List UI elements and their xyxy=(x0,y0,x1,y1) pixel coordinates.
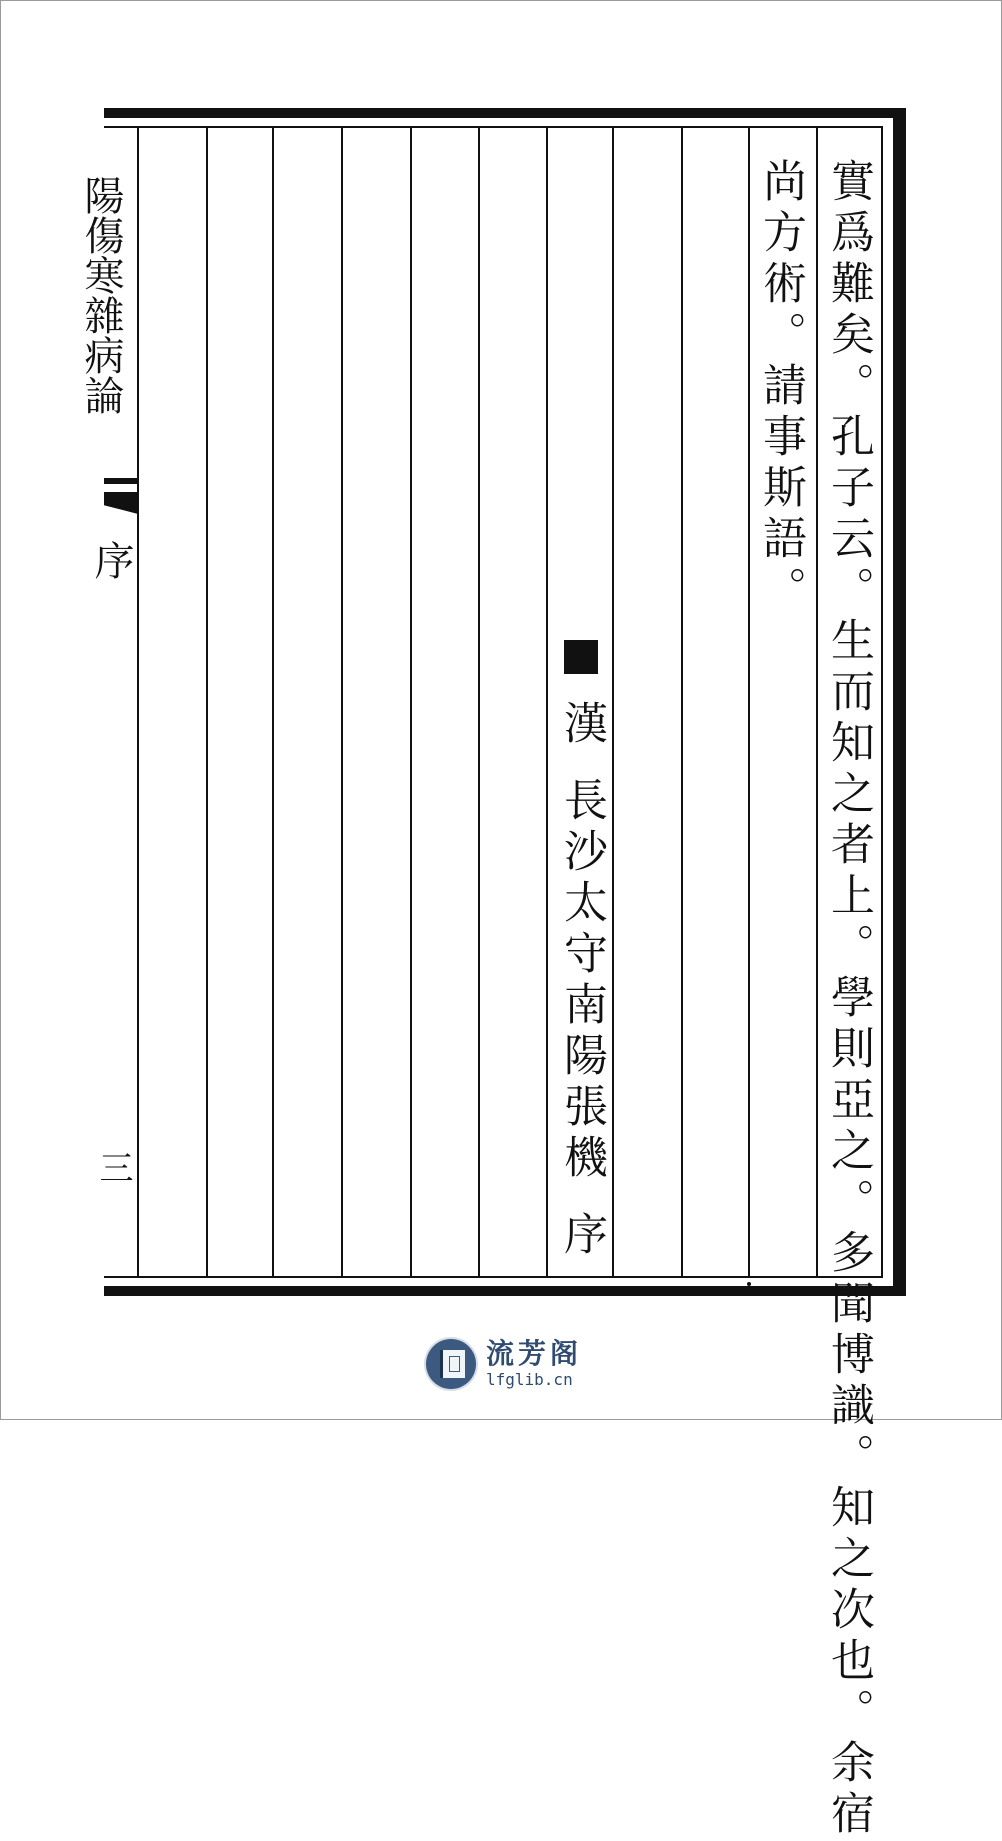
column-rule xyxy=(341,128,343,1276)
watermark-url: lfglib.cn xyxy=(486,1370,573,1389)
frame-top-rule xyxy=(104,108,906,118)
spine-book-title: 陽傷寒雜病論 xyxy=(78,175,124,415)
frame-bottom-rule xyxy=(104,1286,906,1296)
watermark xyxy=(426,1336,582,1392)
column-rule xyxy=(816,128,818,1276)
ink-dot xyxy=(747,1282,751,1286)
column-rule xyxy=(546,128,548,1276)
column-rule xyxy=(272,128,274,1276)
column-rule xyxy=(478,128,480,1276)
frame-right-thin-rule xyxy=(881,128,883,1278)
text-column-main: 實爲難矣。孔子云。生而知之者上。學則亞之。多聞博識。知之次也。余宿 xyxy=(823,158,874,1841)
spine-page-number: 三 xyxy=(93,1150,133,1184)
preface-block-mark xyxy=(564,640,598,674)
column-rule xyxy=(410,128,412,1276)
column-rule xyxy=(681,128,683,1276)
author-label: 序 xyxy=(556,1211,607,1262)
column-rule xyxy=(748,128,750,1276)
frame-inner-bottom-rule xyxy=(104,1276,883,1278)
spine-section-label: 序 xyxy=(88,540,134,580)
watermark-name: 流芳阁 xyxy=(486,1337,583,1370)
column-rule xyxy=(206,128,208,1276)
text-column-second: 尚方術。請事斯語。 xyxy=(755,158,806,617)
author-line xyxy=(556,700,607,1262)
frame-inner-top-rule xyxy=(104,126,883,128)
book-seal-icon xyxy=(426,1339,476,1389)
author-dynasty: 漢 xyxy=(556,700,607,751)
fish-tail-mark xyxy=(104,478,138,518)
column-rule xyxy=(612,128,614,1276)
author-name: 長沙太守南陽張機 xyxy=(556,777,607,1185)
frame-right-thick-rule xyxy=(893,108,906,1296)
